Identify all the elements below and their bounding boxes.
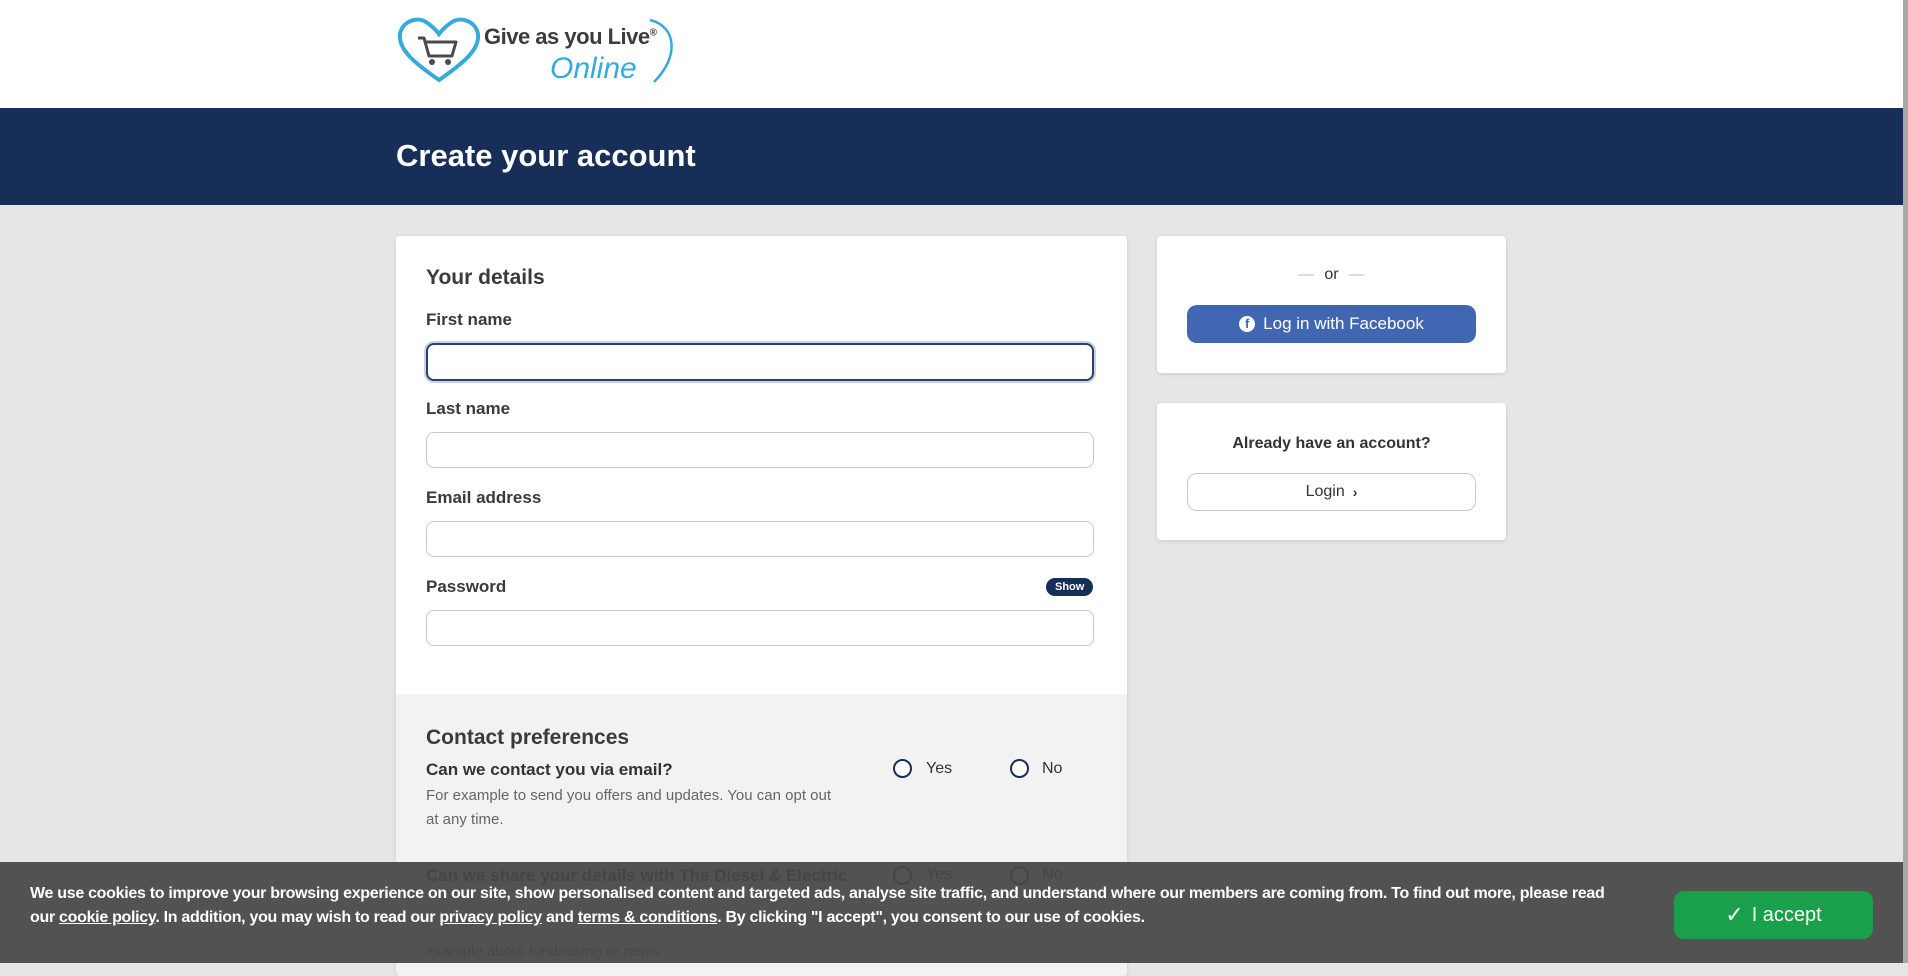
title-band	[0, 108, 1903, 205]
email-input[interactable]	[426, 521, 1094, 557]
password-input[interactable]	[426, 610, 1094, 646]
contact-preferences-title: Contact preferences	[426, 726, 630, 749]
or-divider: — or —	[1298, 266, 1365, 283]
login-button[interactable]	[1187, 473, 1476, 511]
last-name-input[interactable]	[426, 432, 1094, 468]
first-name-input[interactable]	[426, 343, 1094, 381]
first-name-label: First name	[426, 310, 512, 329]
email-contact-description: For example to send you offers and updates. You can opt out at any time.	[426, 787, 832, 828]
email-contact-yes-radio[interactable]	[893, 759, 912, 778]
password-label: Password	[426, 577, 507, 596]
cookie-banner	[0, 862, 1903, 963]
logo[interactable]	[396, 16, 686, 88]
privacy-policy-link[interactable]: privacy policy	[439, 909, 542, 926]
chevron-right-icon: ›	[1352, 484, 1358, 500]
email-contact-yes-label: Yes	[926, 760, 953, 777]
facebook-login-label: Log in with Facebook	[1263, 314, 1424, 333]
email-contact-question: Can we contact you via email?	[426, 760, 673, 779]
your-details-title: Your details	[426, 266, 545, 289]
existing-account-card	[1157, 403, 1506, 540]
last-name-label: Last name	[426, 399, 511, 418]
check-icon: ✓	[1725, 902, 1744, 927]
accept-label: I accept	[1751, 903, 1822, 926]
facebook-icon: f	[1239, 316, 1255, 332]
accept-cookies-button[interactable]	[1674, 891, 1873, 939]
page-title: Create your account	[396, 138, 696, 173]
header-bar	[0, 0, 1903, 108]
scrollbar-thumb[interactable]	[1903, 0, 1908, 963]
facebook-login-button[interactable]	[1187, 305, 1476, 343]
email-contact-no-radio[interactable]	[1010, 759, 1029, 778]
logo-swoosh	[646, 16, 686, 86]
scrollbar[interactable]	[1903, 0, 1908, 963]
heart-cart-icon	[396, 16, 482, 84]
email-contact-no-label: No	[1042, 760, 1063, 777]
email-label: Email address	[426, 488, 542, 507]
social-login-card	[1157, 236, 1506, 373]
terms-link[interactable]: terms & conditions	[577, 909, 718, 926]
cookie-message: We use cookies to improve your browsing experience on our site, show personalised content and targeted ads, analyse site traffic, and understand where our members are coming from. To find out more, please read our cookie policy. In addition, you may wish to read our privacy policy and terms & conditions. By clicking "I accept", you consent to our use of cookies.	[30, 885, 1605, 926]
already-have-account-text: Already have an account?	[1232, 435, 1431, 452]
logo-wordmark: Give as you Live®	[484, 24, 657, 49]
cookie-policy-link[interactable]: cookie policy	[59, 909, 156, 926]
logo-online-text: Online	[550, 52, 637, 85]
or-label: or	[1324, 266, 1339, 283]
show-password-toggle[interactable]: Show	[1046, 578, 1093, 596]
login-label: Login	[1305, 483, 1345, 500]
